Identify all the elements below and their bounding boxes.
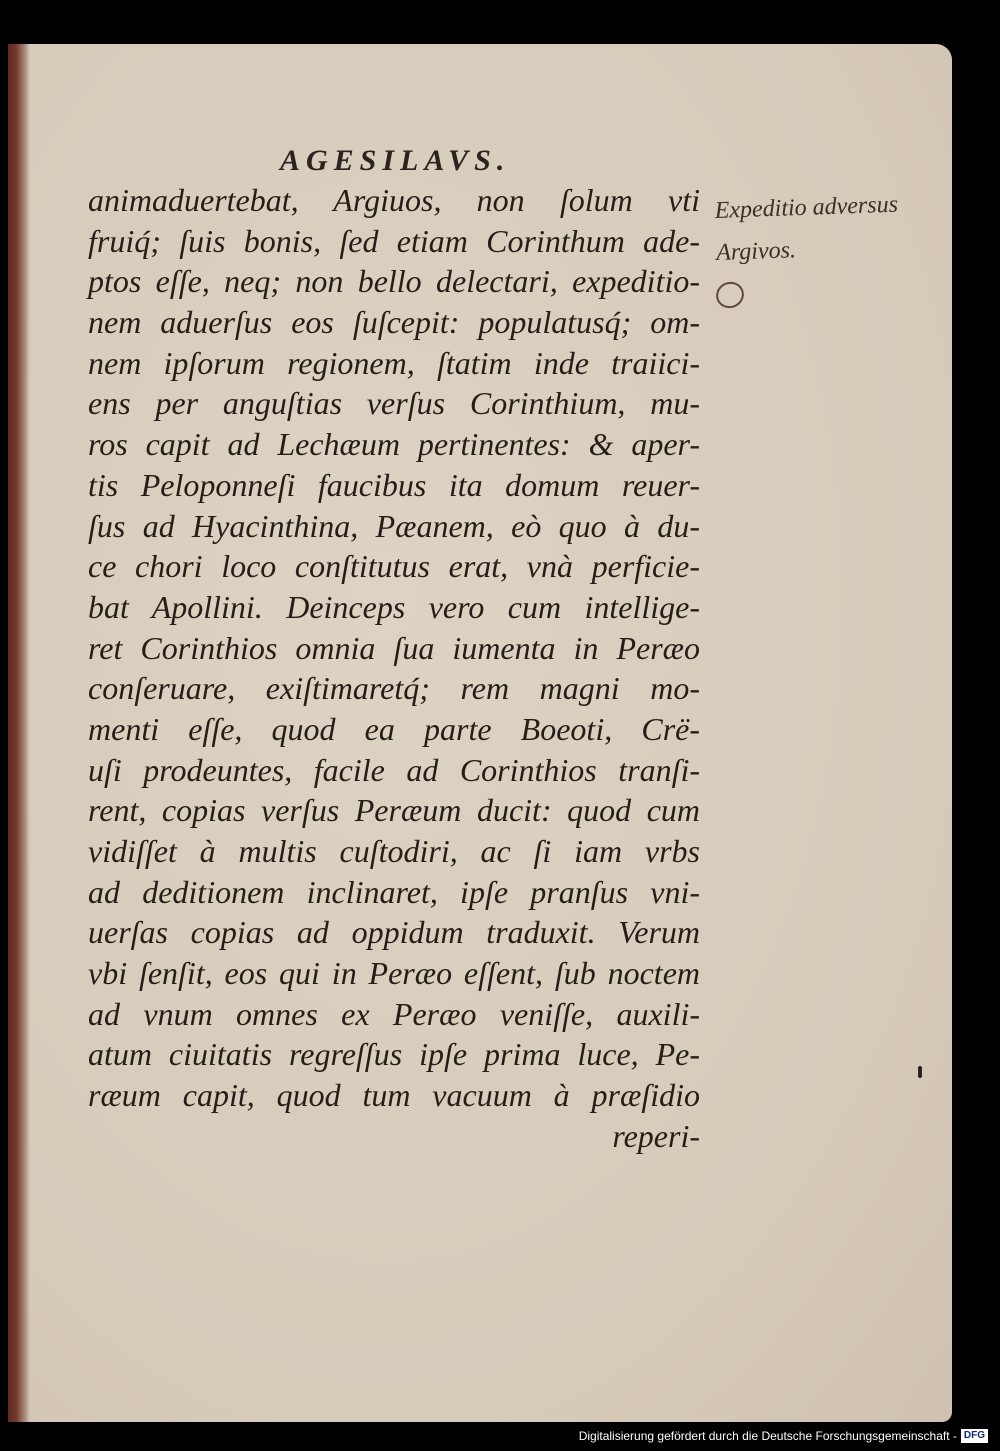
text-line: ens per anguſtias verſus Corinthium, mu- xyxy=(88,385,700,422)
text-line: ræum capit, quod tum vacuum à præſidio xyxy=(88,1077,700,1114)
text-line: ptos eſſe, neq; non bello delectari, expeditio- xyxy=(88,263,700,300)
text-line: ad vnum omnes ex Peræo veniſſe, auxili- xyxy=(88,995,700,1032)
text-line: nem ipſorum regionem, ſtatim inde traiici- xyxy=(88,344,700,381)
text-line: vbi ſenſit, eos qui in Peræo eſſent, ſub noctem xyxy=(88,955,700,992)
text-line: ros capit ad Lechæum pertinentes: & aper- xyxy=(88,426,700,463)
body-text xyxy=(88,180,700,1157)
digitization-footer xyxy=(579,1427,988,1445)
text-line: rent, copias verſus Peræum ducit: quod cum xyxy=(88,792,700,829)
text-line: conſeruare, exiſtimaretq́; rem magni mo- xyxy=(88,670,700,707)
text-line: uerſas copias ad oppidum traduxit. Verum xyxy=(88,914,700,951)
marginal-note-line: Argivos. xyxy=(715,237,797,266)
text-line: tis Peloponneſi faucibus ita domum reuer- xyxy=(88,466,700,503)
text-line: fruiq́; ſuis bonis, ſed etiam Corinthum ade- xyxy=(88,222,700,259)
running-head: AGESILAVS. xyxy=(280,144,511,177)
text-line: ce chori loco conſtitutus erat, vnà perficie- xyxy=(88,548,700,585)
ink-flourish-mark xyxy=(712,278,747,312)
marginal-note xyxy=(714,182,952,274)
text-line: vidiſſet à multis cuſtodiri, ac ſi iam vrbs xyxy=(88,833,700,869)
text-line: ret Corinthios omnia ſua iumenta in Peræo xyxy=(88,629,700,666)
text-line: animaduertebat, Argiuos, non ſolum vti xyxy=(88,182,700,218)
text-line: nem aduerſus eos ſuſcepit: populatusq́; om- xyxy=(88,304,700,341)
book-spine xyxy=(8,44,30,1422)
text-line: atum ciuitatis regreſſus ipſe prima luce, Pe- xyxy=(88,1036,700,1073)
book-page xyxy=(8,44,952,1422)
dfg-logo: DFG xyxy=(961,1429,988,1443)
text-line: ſus ad Hyacinthina, Pæanem, eò quo à du- xyxy=(88,507,700,544)
catchword: reperi- xyxy=(612,1117,700,1154)
text-line: bat Apollini. Deinceps vero cum intellige- xyxy=(88,588,700,625)
text-line: menti eſſe, quod ea parte Boeoti, Crë- xyxy=(88,710,700,747)
text-line: ad deditionem inclinaret, ipſe pranſus vni- xyxy=(88,873,700,910)
footer-credit: Digitalisierung gefördert durch die Deutsche Forschungsgemeinschaft - xyxy=(578,1429,957,1443)
marginal-note-line: Expeditio adversus xyxy=(714,191,899,224)
ink-speck-mark xyxy=(918,1066,922,1078)
text-line: uſi prodeuntes, facile ad Corinthios tranſi- xyxy=(88,751,700,788)
